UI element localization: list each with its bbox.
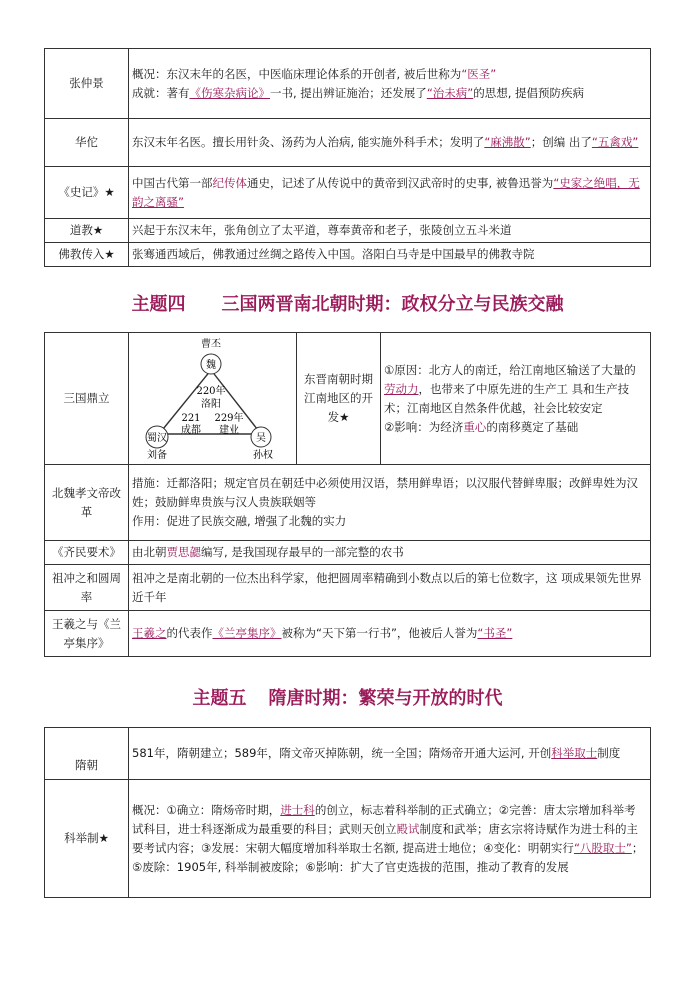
center-year: 220年 — [196, 385, 226, 397]
text: 的创立，标志着科举制的正式确立；②完善：唐太宗增加科举考试科目，进士科逐渐成为最重要的科目；武则天创立 — [132, 802, 636, 836]
text: 制度和武举；唐玄宗将诗赋作为进士科的主要考试内容；③发展：宋朝大幅度增加科举取士名额, 提高进士地位；④变化：明朝实行 — [132, 821, 638, 855]
text: 中国古代第一部 — [132, 175, 213, 190]
row-content — [381, 333, 651, 465]
section-number: 主题四 — [131, 294, 186, 315]
highlight-text: “医圣” — [461, 66, 497, 81]
table-row — [45, 49, 651, 119]
text: 概况：东汉末年的名医，中医临床理论体系的开创者, 被后世称为 — [132, 66, 462, 81]
text: 581年，隋朝建立；589年，隋文帝灭掉陈朝，统一全国；隋炀帝开通大运河, 开创 — [132, 746, 552, 760]
highlight-text: 殿试 — [396, 821, 420, 836]
row-content — [129, 780, 651, 898]
text: 制度 — [597, 746, 621, 760]
highlight-text: “麻沸散” — [484, 135, 531, 149]
row-label: 三国鼎立 — [45, 333, 129, 465]
three-kingdoms-diagram-cell — [129, 333, 297, 465]
highlight-text: 纪传体 — [212, 175, 247, 190]
row-label: 北魏孝文帝改革 — [45, 465, 129, 541]
row-content — [129, 541, 651, 565]
text: 编写, 是我国现存最早的一部完整的农书 — [201, 545, 404, 559]
highlight-text: “书圣” — [477, 626, 513, 640]
highlight-text: 王羲之 — [132, 626, 167, 640]
row-content — [129, 465, 651, 541]
row-label: 科举制★ — [45, 780, 129, 898]
highlight-text: 进士科 — [280, 802, 315, 817]
highlight-text: 劳动力 — [384, 381, 419, 396]
row-content: 祖冲之是南北朝的一位杰出科学家，他把圆周率精确到小数点以后的第七位数字，这 项成果领先世界近千年 — [129, 565, 651, 611]
row-label: 华佗 — [45, 119, 129, 167]
text: 概况：①确立：隋炀帝时期， — [132, 802, 281, 817]
highlight-text: 贾思勰 — [166, 545, 201, 559]
highlight-text: 《兰亭集序》 — [212, 626, 282, 640]
top-state: 魏 — [206, 359, 216, 371]
highlight-text: “治未病” — [426, 85, 474, 100]
text: 措施：迁都洛阳；规定官员在朝廷中必须使用汉语，禁用鲜卑语；以汉服代替鲜卑服；改鲜卑姓为汉姓；鼓励鲜卑贵族与汉人贵族联姻等 — [132, 476, 638, 509]
three-kingdoms-diagram — [129, 334, 295, 464]
row-label: 佛教传入★ — [45, 243, 129, 267]
table-row — [45, 119, 651, 167]
row-content — [129, 728, 651, 780]
table-sui-tang — [44, 727, 651, 898]
table-row — [45, 611, 651, 657]
right-year: 229年 — [214, 412, 244, 424]
text: 由北朝 — [132, 545, 167, 559]
left-state: 蜀汉 — [147, 432, 167, 444]
left-ruler-name: 刘备 — [147, 449, 167, 461]
left-city: 成都 — [181, 424, 201, 436]
row-label: 祖冲之和圆周率 — [45, 565, 129, 611]
row-label: 《齐民要术》 — [45, 541, 129, 565]
row-label: 《史记》★ — [45, 167, 129, 219]
text: ①原因：北方人的南迁，给江南地区输送了大量的 — [384, 362, 636, 377]
right-ruler-name: 孙权 — [253, 449, 273, 461]
text: ；创编 出了 — [530, 135, 592, 149]
text: 的代表作 — [166, 626, 213, 640]
right-city: 建业 — [219, 424, 239, 436]
row-label: 东晋南朝时期江南地区的开发★ — [297, 333, 381, 465]
text: 被称为“天下第一行书”，他被后人誉为 — [281, 626, 478, 640]
row-content — [129, 49, 651, 119]
table-row — [45, 565, 651, 611]
text: 的南移奠定了基础 — [486, 419, 579, 434]
row-content — [129, 167, 651, 219]
top-ruler-name: 曹丕 — [201, 338, 221, 350]
text: 一书, 提出辨证施治；还发展了 — [270, 85, 427, 100]
table-row — [45, 728, 651, 780]
table-row — [45, 243, 651, 267]
table-row — [45, 219, 651, 243]
highlight-text: “史家之绝唱，无韵之离骚” — [132, 175, 640, 209]
text: 成就：著有 — [132, 85, 190, 100]
highlight-text: 重心 — [463, 419, 487, 434]
row-label: 王羲之与《兰亭集序》 — [45, 611, 129, 657]
section-title: 隋唐时期：繁荣与开放的时代 — [268, 688, 503, 709]
table-three-kingdoms — [44, 332, 651, 657]
section-heading-theme4 — [0, 290, 695, 316]
table-row — [45, 541, 651, 565]
text: ②影响：为经济 — [384, 419, 464, 434]
section-heading-theme5 — [0, 684, 695, 710]
table-row — [45, 333, 651, 465]
row-content: 兴起于东汉末年，张角创立了太平道，尊奉黄帝和老子，张陵创立五斗米道 — [129, 219, 651, 243]
row-label: 张仲景 — [45, 49, 129, 119]
table-han-culture — [44, 48, 651, 267]
text: 作用：促进了民族交融, 增强了北魏的实力 — [132, 514, 347, 528]
row-label: 道教★ — [45, 219, 129, 243]
text: ，也带来了中原先进的生产工 具和生产技术；江南地区自然条件优越，社会比较安定 — [384, 381, 630, 415]
row-content — [129, 119, 651, 167]
left-year: 221 — [181, 412, 201, 424]
row-content: 张骞通西域后，佛教通过丝绸之路传入中国。洛阳白马寺是中国最早的佛教寺院 — [129, 243, 651, 267]
highlight-text: “八股取士” — [573, 840, 632, 855]
section-number: 主题五 — [192, 688, 247, 709]
center-city: 洛阳 — [201, 398, 221, 410]
highlight-text: “五禽戏” — [591, 135, 639, 149]
highlight-text: 科举取士 — [551, 746, 598, 760]
table-row — [45, 780, 651, 898]
text: 的思想, 提倡预防疾病 — [473, 85, 585, 100]
table-row — [45, 465, 651, 541]
section-title: 三国两晋南北朝时期：政权分立与民族交融 — [221, 294, 564, 315]
text: ；⑤废除：1905年, 科举制被废除；⑥影响：扩大了官吏选拔的范围，推动了教育的发展 — [132, 840, 644, 874]
row-content — [129, 611, 651, 657]
text: 东汉末年名医。擅长用针灸、汤药为人治病, 能实施外科手术；发明了 — [132, 135, 485, 149]
row-label: 隋朝 — [45, 728, 129, 780]
highlight-text: 《伤寒杂病论》 — [189, 85, 270, 100]
text: 通史，记述了从传说中的黄帝到汉武帝时的史事, 被鲁迅誉为 — [247, 175, 554, 190]
right-state: 吴 — [256, 432, 266, 444]
table-row — [45, 167, 651, 219]
